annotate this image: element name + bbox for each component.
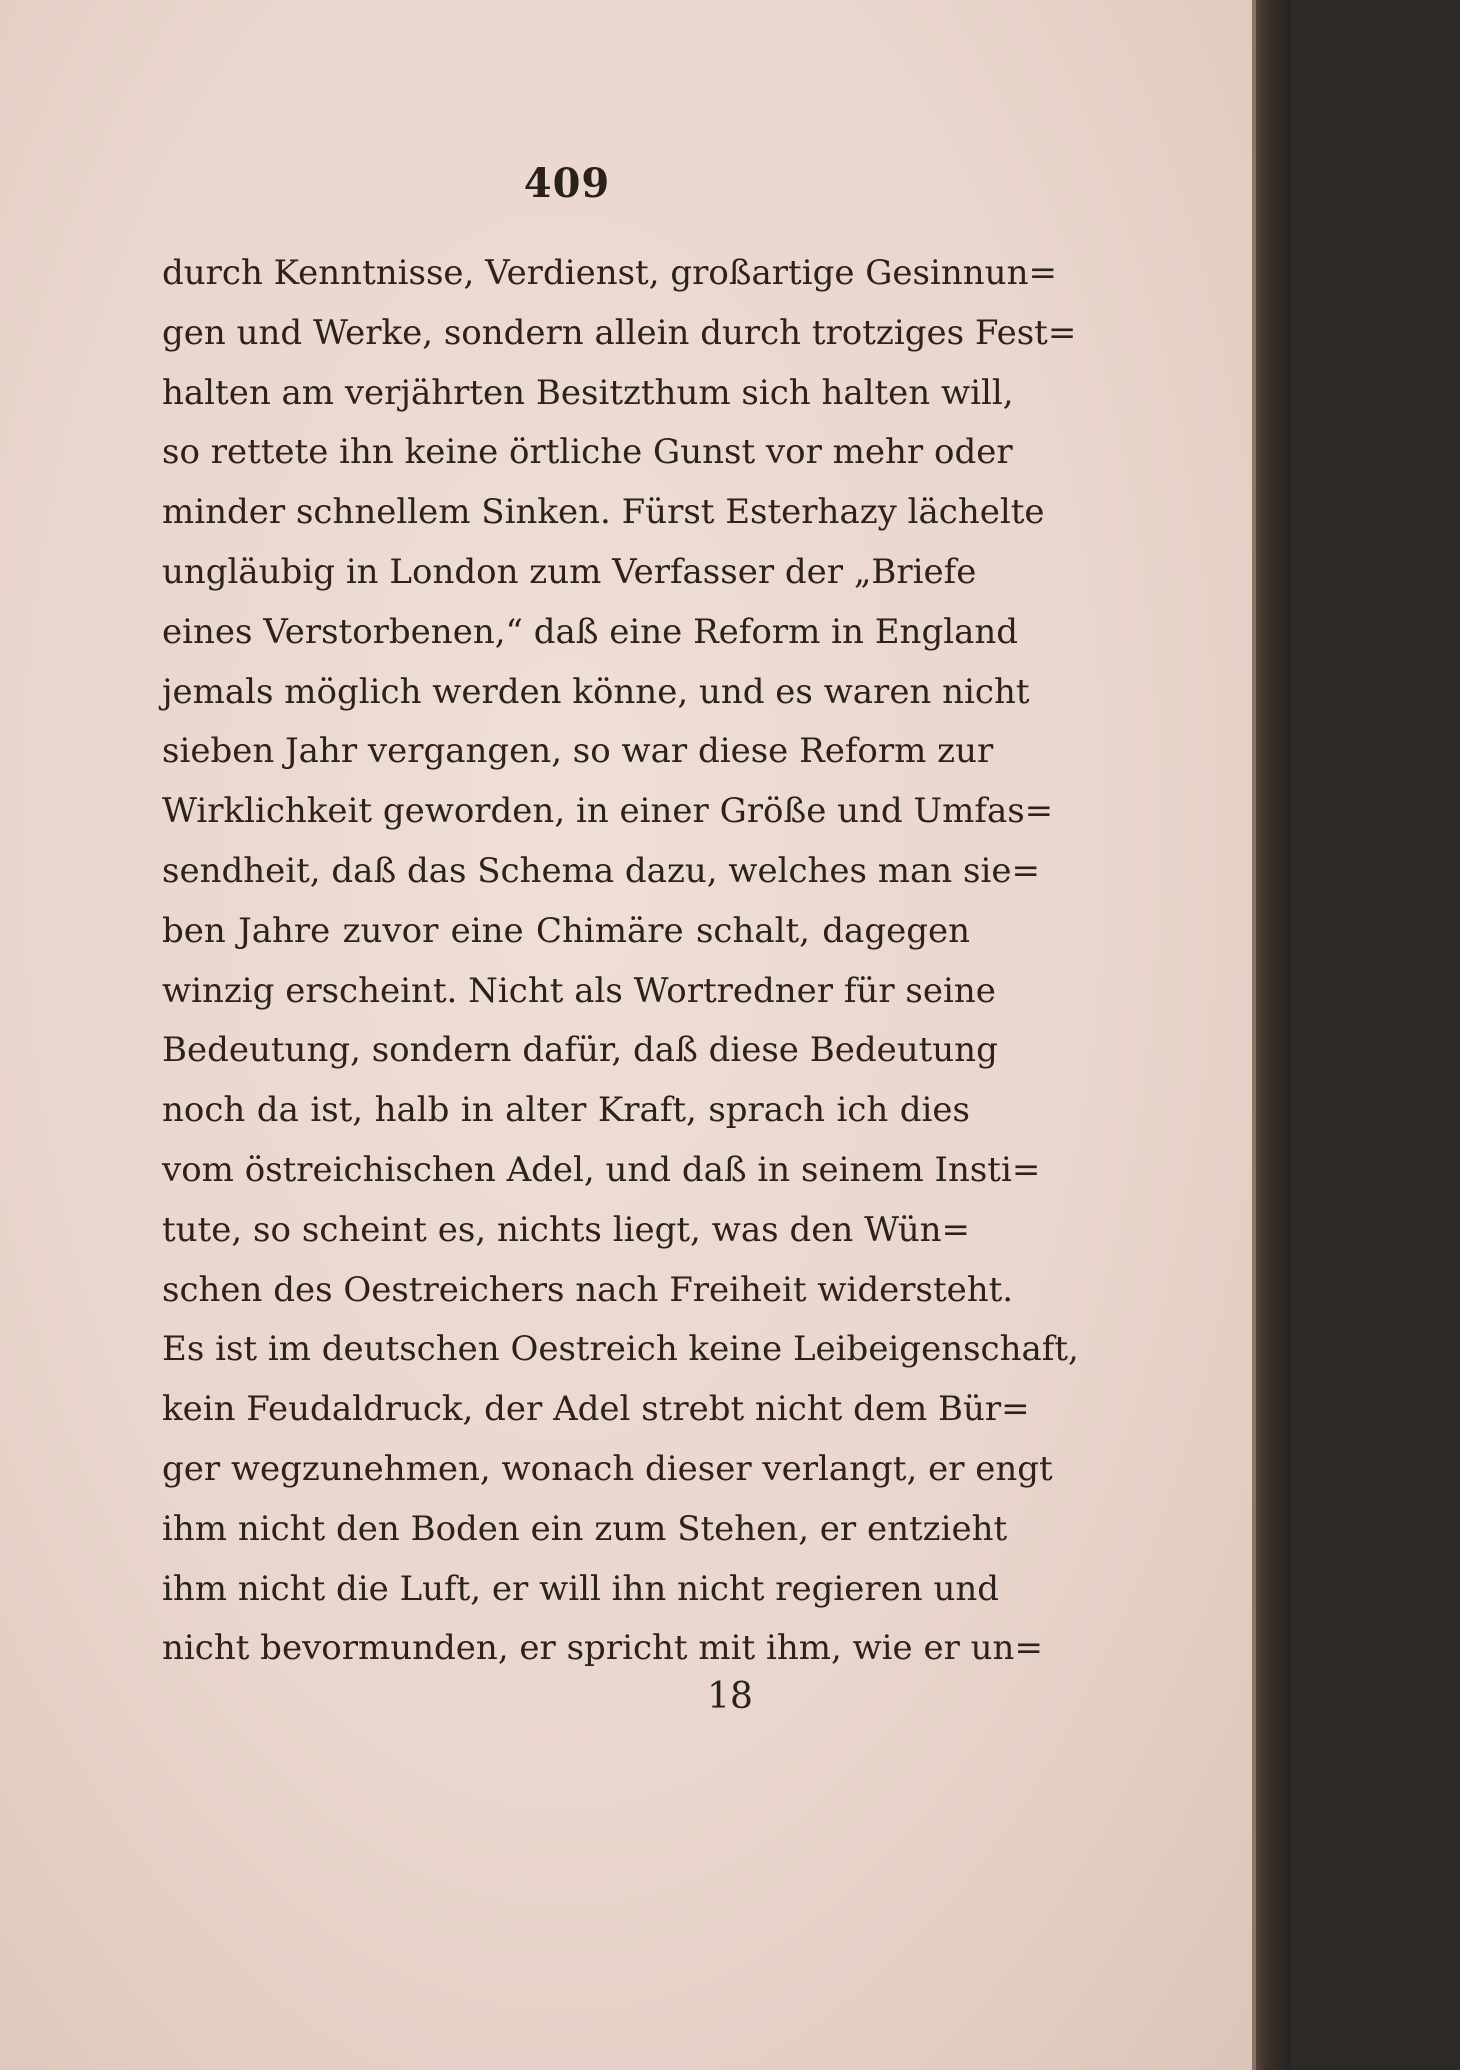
- text-line: kein Feudaldruck, der Adel strebt nicht dem Bür=: [162, 1389, 1030, 1430]
- text-line: tute, so scheint es, nichts liegt, was den Wün=: [162, 1209, 970, 1250]
- text-line: ihm nicht den Boden ein zum Stehen, er entzieht: [162, 1508, 1008, 1549]
- text-line: durch Kenntnisse, Verdienst, großartige Gesinnun=: [162, 253, 1057, 293]
- text-line: minder schnellem Sinken. Fürst Esterhazy lächelte: [162, 492, 1045, 533]
- text-line: ger wegzunehmen, wonach dieser verlangt, er engt: [162, 1448, 1053, 1489]
- text-line: eines Verstorbenen,“ daß eine Reform in England: [162, 611, 1019, 652]
- text-line: vom östreichischen Adel, und daß in seinem Insti=: [162, 1149, 1041, 1190]
- text-line: nicht bevormunden, er spricht mit ihm, wie er un=: [162, 1628, 1043, 1669]
- text-line: Es ist im deutschen Oestreich keine Leibeigenschaft,: [162, 1329, 1079, 1370]
- text-line: winzig erscheint. Nicht als Wortredner für seine: [162, 970, 996, 1011]
- text-line: noch da ist, halb in alter Kraft, sprach ich dies: [162, 1090, 970, 1131]
- text-line: halten am verjährten Besitzthum sich halten will,: [162, 372, 1014, 413]
- text-line: so rettete ihn keine örtliche Gunst vor mehr oder: [162, 432, 1013, 473]
- text-line: jemals möglich werden könne, und es waren nicht: [162, 671, 1030, 712]
- text-line: ihm nicht die Luft, er will ihn nicht regieren und: [162, 1568, 1000, 1609]
- text-line: schen des Oestreichers nach Freiheit widersteht.: [162, 1269, 1014, 1310]
- signature-mark: 18: [707, 1676, 753, 1717]
- book-edge: [1252, 0, 1291, 2070]
- text-line: ben Jahre zuvor eine Chimäre schalt, dagegen: [162, 910, 970, 951]
- text-line: Bedeutung, sondern dafür, daß diese Bedeutung: [162, 1030, 998, 1071]
- body-text: [162, 244, 1079, 1679]
- text-line: gen und Werke, sondern allein durch trotziges Fest=: [162, 312, 1077, 353]
- text-line: ungläubig in London zum Verfasser der „Briefe: [162, 551, 977, 592]
- page-number: 409: [523, 160, 611, 207]
- text-line: Wirklichkeit geworden, in einer Größe und Umfas=: [162, 791, 1054, 832]
- text-line: sieben Jahr vergangen, so war diese Reform zur: [162, 731, 994, 772]
- text-line: sendheit, daß das Schema dazu, welches man sie=: [162, 850, 1040, 891]
